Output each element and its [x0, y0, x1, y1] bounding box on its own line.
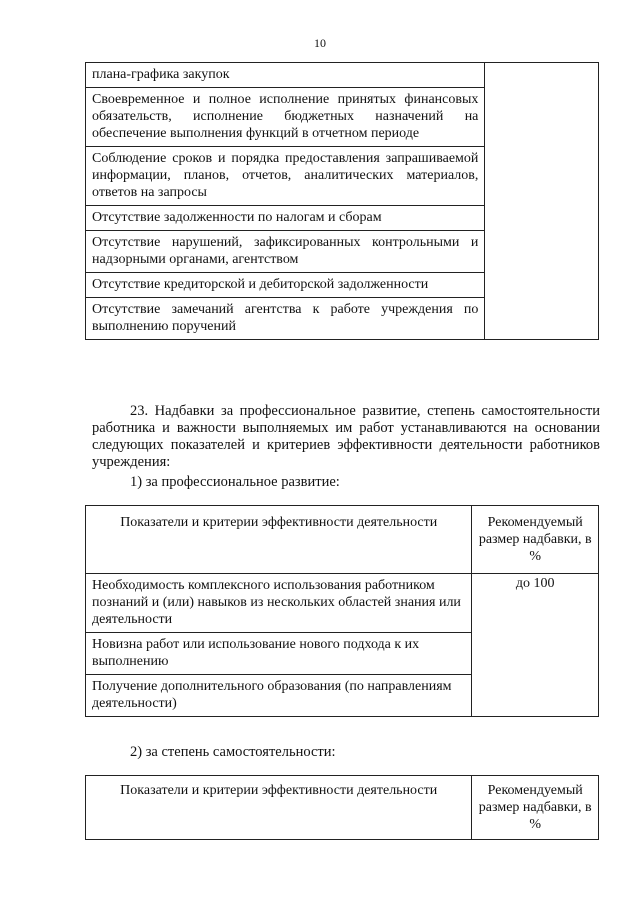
criteria-cell: Отсутствие замечаний агентства к работе учреждения по выполнению поручений — [86, 298, 485, 340]
independence-table — [85, 775, 599, 840]
subheading-independence: 2) за степень самостоятельности: — [130, 744, 336, 760]
value-cell: до 100 — [472, 574, 599, 717]
paragraph-23: 23. Надбавки за профессиональное развитие, степень самостоятельности работника и важности выполняемых им работ устанавливаются на основании следующих показателей и критериев эффективности деятельности работников учреждения: — [92, 403, 600, 470]
header-value: Рекомендуемый размер надбавки, в % — [472, 506, 599, 574]
criteria-cell: Необходимость комплексного использования работником познаний и (или) навыков из нескольких областей знания или деятельности — [86, 574, 472, 633]
criteria-table-continued — [85, 62, 599, 340]
value-cell — [485, 63, 599, 340]
page-number: 10 — [314, 36, 326, 50]
header-value: Рекомендуемый размер надбавки, в % — [472, 776, 599, 840]
criteria-cell: Новизна работ или использование нового подхода к их выполнению — [86, 633, 472, 675]
table-header-row — [86, 776, 599, 840]
header-criteria: Показатели и критерии эффективности деятельности — [86, 506, 472, 574]
professional-development-table — [85, 505, 599, 717]
criteria-cell: Отсутствие задолженности по налогам и сборам — [86, 206, 485, 231]
subheading-professional-development: 1) за профессиональное развитие: — [130, 474, 340, 490]
criteria-cell: Отсутствие нарушений, зафиксированных контрольными и надзорными органами, агентством — [86, 231, 485, 273]
criteria-cell: Получение дополнительного образования (по направлениям деятельности) — [86, 675, 472, 717]
table-row — [86, 63, 599, 88]
criteria-cell: Соблюдение сроков и порядка предоставления запрашиваемой информации, планов, отчетов, аналитических материалов, ответов на запросы — [86, 147, 485, 206]
criteria-cell: плана-графика закупок — [86, 63, 485, 88]
header-criteria: Показатели и критерии эффективности деятельности — [86, 776, 472, 840]
table-header-row — [86, 506, 599, 574]
criteria-cell: Отсутствие кредиторской и дебиторской задолженности — [86, 273, 485, 298]
table-row — [86, 574, 599, 633]
criteria-cell: Своевременное и полное исполнение принятых финансовых обязательств, исполнение бюджетных назначений на обеспечение выполнения функций в отчетном периоде — [86, 88, 485, 147]
